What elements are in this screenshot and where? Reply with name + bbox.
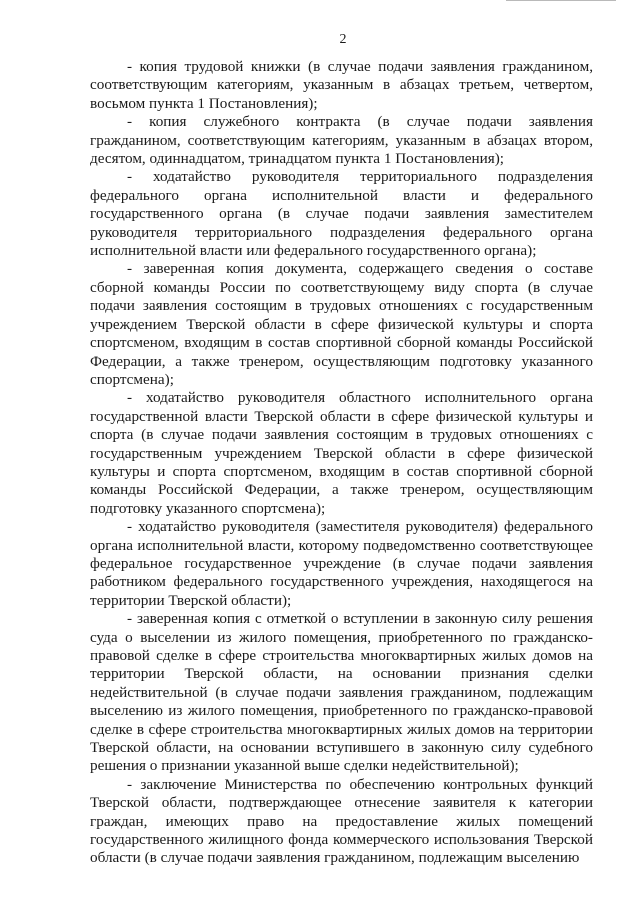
list-item-ministry-conclusion: - заключение Министерства по обеспечению контрольных функций Тверской области, подтверждающее отнесение заявителя к категории граждан, имеющих право на предоставление жилых помещений государственного жилищного фонда коммерческого использования Тверской области (в случае подачи заявления гражданином, подлежащим выселению — [90, 775, 593, 867]
page-number: 2 — [339, 32, 347, 47]
list-item-court-decision-copy: - заверенная копия с отметкой о вступлении в законную силу решения суда о выселении из жилого помещения, приобретенного по гражданско-правовой сделке в сфере строительства многоквартирных жилых домов на территории Тверской области, на основании признания сделки недействительной (в случае подачи заявления гражданином, подлежащим выселению из жилого помещения, приобретенного по гражданско-правовой сделке в сфере строительства многоквартирных жилых домов на территории Тверской области, на основании вступившего в законную силу судебного решения о признании указанной выше сделки недействительной); — [90, 610, 593, 775]
list-item-territorial-head-petition: - ходатайство руководителя территориального подразделения федерального органа исполнительной власти и федерального государственного органа (в случае подачи заявления заместителем руководителя территориального подразделения федерального органа исполнительной власти или федерального государственного органа); — [90, 168, 593, 260]
document-body — [90, 58, 593, 868]
list-item-service-contract-copy: - копия служебного контракта (в случае подачи заявления гражданином, соответствующим категориям, указанным в абзацах втором, десятом, одиннадцатом, тринадцатом пункта 1 Постановления); — [90, 113, 593, 168]
list-item-federal-authority-petition: - ходатайство руководителя (заместителя руководителя) федерального органа исполнительной власти, которому подведомственно соответствующее федеральное государственное учреждение (в случае подачи заявления работником федерального государственного учреждения, находящегося на территории Тверской области); — [90, 518, 593, 609]
list-item-labor-book-copy: - копия трудовой книжки (в случае подачи заявления гражданином, соответствующим категориям, указанным в абзацах третьем, четвертом, восьмом пункта 1 Постановления); — [90, 58, 593, 112]
scan-edge-mark — [506, 0, 616, 3]
list-item-regional-sport-authority-petition: - ходатайство руководителя областного исполнительного органа государственной власти Тверской области в сфере физической культуры и спорта (в случае подачи заявления состоящим в трудовых отношениях с государственным учреждением Тверской области в сфере физической культуры и спорта спортсменом, входящим в состав спортивной сборной команды Российской Федерации, а также тренером, осуществляющим подготовку указанного спортсмена); — [90, 389, 593, 517]
list-item-national-team-document: - заверенная копия документа, содержащего сведения о составе сборной команды России по соответствующему виду спорта (в случае подачи заявления состоящим в трудовых отношениях с государственным учреждением Тверской области в сфере физической культуры и спорта спортсменом, входящим в состав спортивной сборной команды Российской Федерации, а также тренером, осуществляющим подготовку указанного спортсмена); — [90, 260, 593, 388]
